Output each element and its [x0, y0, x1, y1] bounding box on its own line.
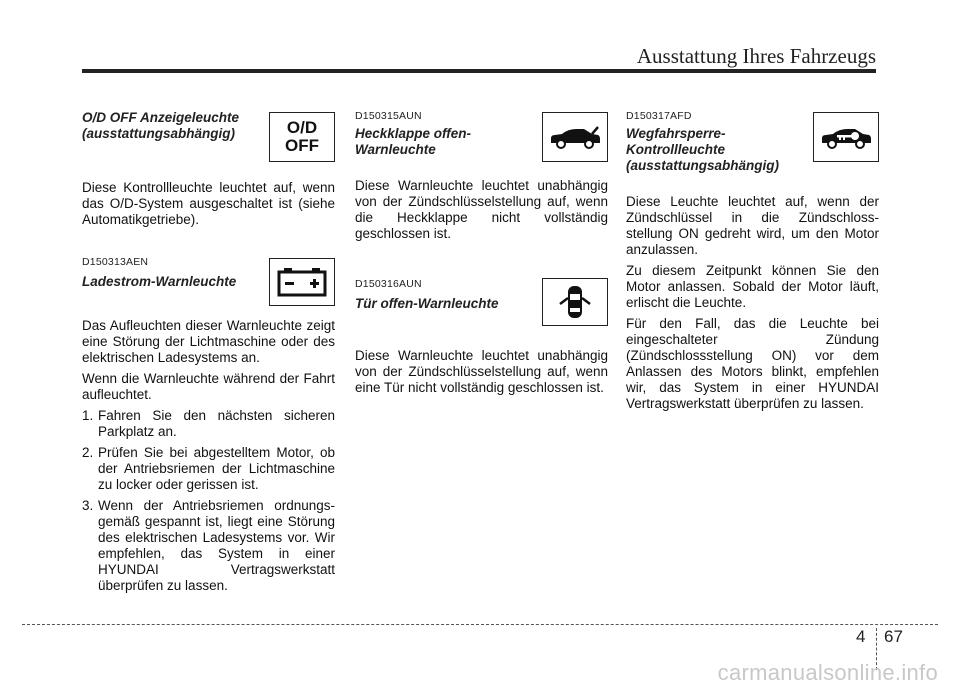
immobilizer-paragraph-3: Für den Fall, das die Leuchte bei eingeschalteter Zündung (Zündschlossstellung ON) vor dem Anlassen des Motors blinkt, empfehlen wir, das System in einer HYUNDAI Vertragswerkstatt überprüfen zu lassen. — [626, 316, 879, 411]
battery-icon — [269, 258, 335, 306]
immobilizer-paragraph-2: Zu diesem Zeitpunkt können Sie den Motor anlassen. Sobald der Motor läuft, erlischt die Leuchte. — [626, 263, 879, 310]
watermark: carmanualsonline.info — [717, 660, 938, 685]
section-od-off — [82, 110, 335, 166]
section-code-charging: D150313AEN — [82, 256, 149, 268]
column-3 — [626, 110, 879, 417]
section-door-open — [355, 278, 608, 324]
list-item-text: Wenn der Antriebsriemen ordnungs- gemäß gespannt ist, liegt eine Störung des elektrischen Ladesystems vor. Wir empfehlen, das System in einer HYUNDAI Vertragswerkstatt überprüfen zu lassen. — [98, 498, 335, 593]
section-charging — [82, 256, 335, 306]
list-item — [82, 408, 335, 440]
column-2 — [355, 110, 608, 401]
header-rule — [82, 69, 876, 73]
section-code-door: D150316AUN — [355, 278, 422, 290]
section-trunk-open — [355, 110, 608, 174]
list-item — [82, 445, 335, 493]
section-title-od-off: O/D OFF Anzeigeleuchte (ausstattungsabhängig) — [82, 110, 240, 141]
od-icon-text-line2: OFF — [285, 136, 319, 155]
section-title-immobilizer: Wegfahrsperre- Kontrollleuchte (ausstattungsabhängig) — [626, 126, 780, 173]
list-item-number: 2. — [82, 445, 94, 460]
charging-paragraph-2: Wenn die Warnleuchte während der Fahrt aufleuchtet. — [82, 371, 335, 402]
door-open-car-icon — [542, 278, 608, 326]
section-title-charging: Ladestrom-Warnleuchte — [82, 274, 237, 289]
section-immobilizer — [626, 110, 879, 190]
chapter-number: 4 — [856, 627, 866, 646]
trunk-open-description: Diese Warnleuchte leuchtet unabhängig von der Zündschlüsselstellung auf, wenn die Heckklappe nicht vollständig geschlossen ist. — [355, 178, 608, 241]
list-item — [82, 498, 335, 594]
list-item-text: Fahren Sie den nächsten sicheren Parkplatz an. — [98, 408, 335, 439]
immobilizer-paragraph-1: Diese Leuchte leuchtet auf, wenn der Zündschlüssel in die Zündschloss- stellung ON gedreht wird, um den Motor anzulassen. — [626, 194, 879, 257]
list-item-number: 3. — [82, 498, 94, 513]
column-1 — [82, 110, 335, 599]
od-icon-text-line1: O/D — [286, 118, 318, 137]
list-item-text: Prüfen Sie bei abgestelltem Motor, ob der Antriebsriemen der Lichtmaschine zu locker oder gerissen ist. — [98, 445, 335, 492]
section-title-door: Tür offen-Warnleuchte — [355, 296, 499, 311]
list-item-number: 1. — [82, 408, 94, 423]
od-off-description: Diese Kontrollleuchte leuchtet auf, wenn das O/D-System ausgeschaltet ist (siehe Automatikgetriebe). — [82, 180, 335, 227]
section-code-immobilizer: D150317AFD — [626, 110, 692, 122]
trunk-open-car-icon — [542, 112, 608, 162]
section-title-trunk: Heckklappe offen- Warnleuchte — [355, 126, 472, 157]
charging-steps-list — [82, 408, 335, 594]
od-off-indicator-icon — [269, 112, 335, 162]
footer-rule — [22, 624, 938, 625]
section-code-trunk: D150315AUN — [355, 110, 422, 122]
door-open-description: Diese Warnleuchte leuchtet unabhängig von der Zündschlüsselstellung auf, wenn eine Tür nicht vollständig geschlossen ist. — [355, 348, 608, 395]
page-number: 67 — [884, 627, 903, 646]
charging-paragraph-1: Das Aufleuchten dieser Warnleuchte zeigt eine Störung der Lichtmaschine oder des elektrischen Ladesystems an. — [82, 318, 335, 365]
immobilizer-key-car-icon — [813, 112, 879, 162]
running-header: Ausstattung Ihres Fahrzeugs — [636, 44, 876, 68]
